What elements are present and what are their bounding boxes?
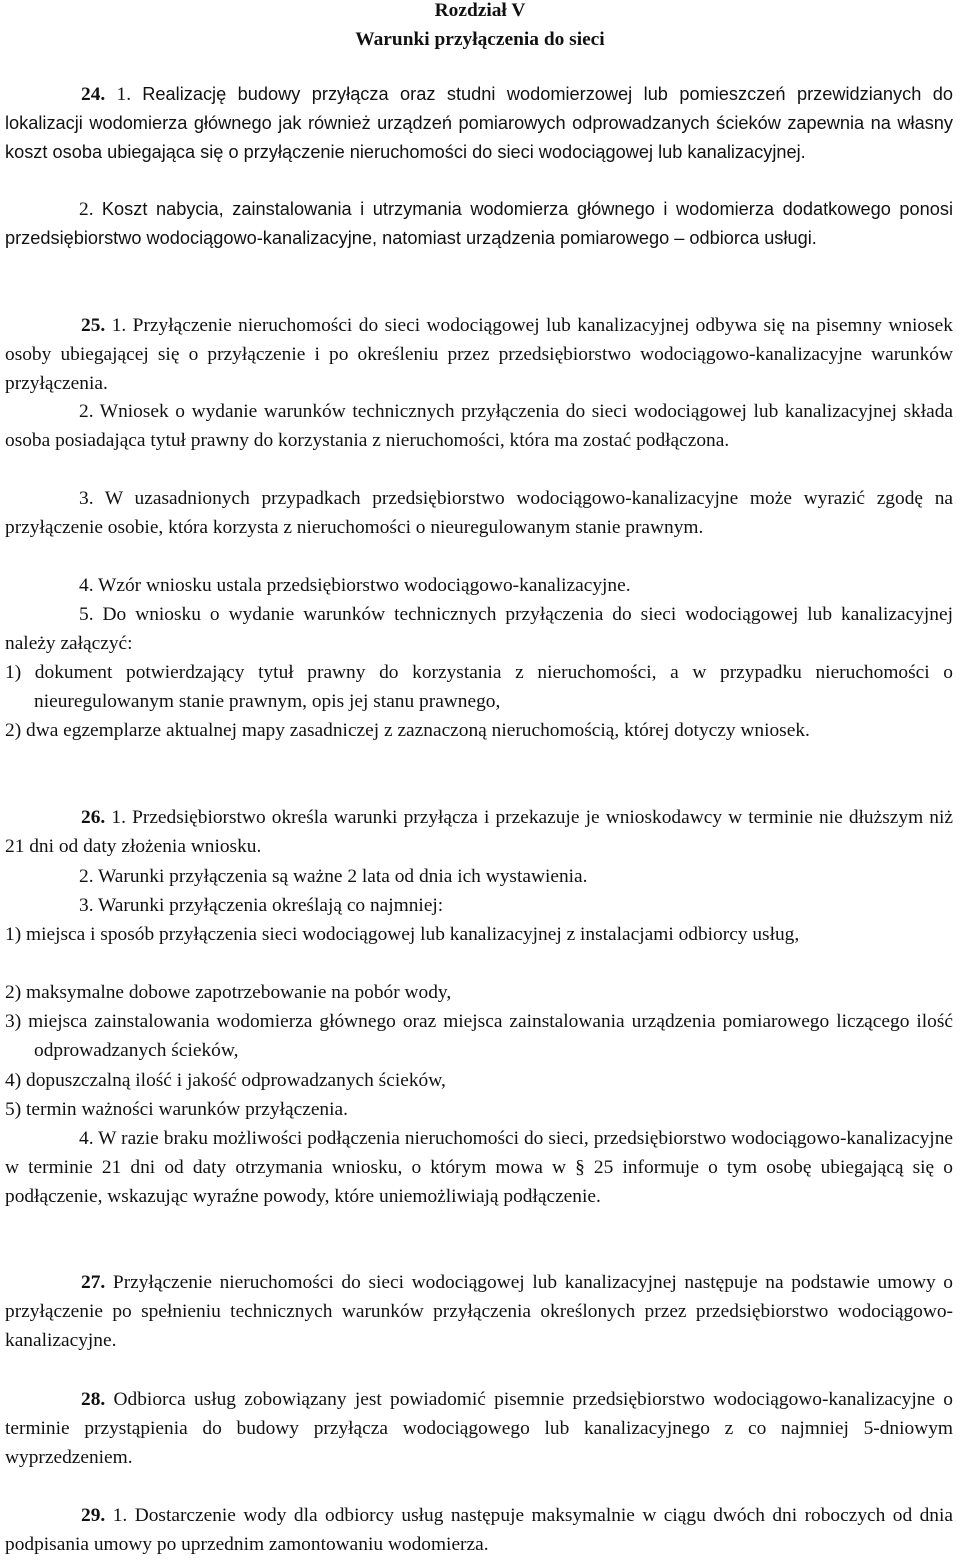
- section-26-paragraph-3: 3. Warunki przyłączenia określają co najmniej:: [79, 895, 444, 916]
- paragraph-number: 2.: [79, 199, 94, 220]
- section-25-paragraph-4: 4. Wzór wniosku ustala przedsiębiorstwo wodociągowo-kanalizacyjne.: [79, 575, 631, 596]
- section-29-paragraph-1: [5, 1501, 953, 1559]
- paragraph-text: Dostarczenie wody dla odbiorcy usług następuje maksymalnie w ciągu dwóch dni roboczych od dnia podpisania umowy po uprzednim zamontowaniu wodomierza.: [5, 1505, 953, 1555]
- section-26-list-item-4: 4) dopuszczalną ilość i jakość odprowadzanych ścieków,: [5, 1070, 446, 1091]
- section-27-number: 27.: [81, 1272, 106, 1293]
- section-28: [5, 1385, 953, 1472]
- section-26-list-item-1: 1) miejsca i sposób przyłączenia sieci wodociągowej lub kanalizacyjnej z instalacjami odbiorcy usług,: [5, 924, 800, 945]
- section-26-list-item-2: 2) maksymalne dobowe zapotrzebowanie na pobór wody,: [5, 982, 452, 1003]
- paragraph-number: 1.: [116, 84, 132, 105]
- section-26-number: 26.: [81, 807, 106, 828]
- section-26-paragraph-1: [5, 803, 953, 861]
- section-24-number: 24.: [81, 84, 106, 105]
- section-26-list-item-3: 3) miejsca zainstalowania wodomierza głównego oraz miejsca zainstalowania urządzenia pomiarowego liczącego ilość odprowadzanych ścieków,: [5, 1011, 953, 1061]
- paragraph-number: 1.: [111, 807, 126, 828]
- paragraph-text: Przedsiębiorstwo określa warunki przyłącza i przekazuje je wnioskodawcy w terminie nie dłuższym niż 21 dni od daty złożenia wniosku.: [5, 807, 953, 857]
- paragraph-text: Koszt nabycia, zainstalowania i utrzymania wodomierza głównego i wodomierza dodatkowego ponosi przedsiębiorstwo wodociągowo-kanalizacyjne, natomiast urządzenia pomiarowego – odbiorca usługi.: [5, 199, 953, 248]
- section-29-number: 29.: [81, 1505, 106, 1526]
- paragraph-text: Odbiorca usług zobowiązany jest powiadomić pisemnie przedsiębiorstwo wodociągowo-kanalizacyjne o terminie przystąpienia do budowy przyłącza wodociągowego lub kanalizacyjnego z co najmniej 5-dniowym wyprzedzeniem.: [5, 1389, 953, 1468]
- section-26-paragraph-2: 2. Warunki przyłączenia są ważne 2 lata od dnia ich wystawienia.: [79, 866, 588, 887]
- section-25-paragraph-1: [5, 311, 953, 398]
- section-27: [5, 1268, 953, 1355]
- paragraph-number: 1.: [112, 1505, 128, 1526]
- section-26-list-item-5: 5) termin ważności warunków przyłączenia.: [5, 1099, 348, 1120]
- section-25-paragraph-3: 3. W uzasadnionych przypadkach przedsiębiorstwo wodociągowo-kanalizacyjne może wyrazić zgodę na przyłączenie osobie, która korzysta z nieruchomości o nieuregulowanym stanie prawnym.: [5, 488, 953, 538]
- section-25-paragraph-2: 2. Wniosek o wydanie warunków technicznych przyłączenia do sieci wodociągowej lub kanalizacyjnej składa osoba posiadająca tytuł prawny do korzystania z nieruchomości, która ma zostać podłączona.: [5, 401, 953, 451]
- section-25-list-item-1: 1) dokument potwierdzający tytuł prawny do korzystania z nieruchomości, a w przypadku nieruchomości o nieuregulowanym stanie prawnym, opis jej stanu prawnego,: [5, 662, 953, 712]
- section-25-list-item-2: 2) dwa egzemplarze aktualnej mapy zasadniczej z zaznaczoną nieruchomością, której dotyczy wniosek.: [5, 720, 810, 741]
- section-26-paragraph-4: 4. W razie braku możliwości podłączenia nieruchomości do sieci, przedsiębiorstwo wodociągowo-kanalizacyjne w terminie 21 dni od daty otrzymania wniosku, o którym mowa w § 25 informuje o tym osobę ubiegającą się o podłączenie, wskazując wyraźne powody, które uniemożliwiają podłączenie.: [5, 1128, 953, 1207]
- paragraph-number: 1.: [111, 315, 127, 336]
- chapter-header: [0, 0, 960, 54]
- section-25-paragraph-5: 5. Do wniosku o wydanie warunków technicznych przyłączenia do sieci wodociągowej lub kanalizacyjnej należy załączyć:: [5, 604, 953, 654]
- paragraph-text: Przyłączenie nieruchomości do sieci wodociągowej lub kanalizacyjnej odbywa się na pisemny wniosek osoby ubiegającej się o przyłączenie i po określeniu przez przedsiębiorstwo wodociągowo-kanalizacyjne warunków przyłączenia.: [5, 315, 953, 394]
- section-24-paragraph-2: [5, 195, 953, 253]
- chapter-title: Warunki przyłączenia do sieci: [355, 29, 605, 50]
- section-28-number: 28.: [81, 1389, 106, 1410]
- paragraph-text: Realizację budowy przyłącza oraz studni wodomierzowej lub pomieszczeń przewidzianych do lokalizacji wodomierza głównego jak również urządzeń pomiarowych odprowadzanych ścieków zapewnia na własny koszt osoba ubiegająca się o przyłączenie nieruchomości do sieci wodociągowej lub kanalizacyjnej.: [5, 84, 953, 162]
- section-24-paragraph-1: [5, 80, 953, 167]
- paragraph-text: Przyłączenie nieruchomości do sieci wodociągowej lub kanalizacyjnej następuje na podstawie umowy o przyłączenie po spełnieniu technicznych warunków przyłączenia określonych przez przedsiębiorstwo wodociągowo-kanalizacyjne.: [5, 1272, 953, 1351]
- chapter-number: Rozdział V: [434, 0, 526, 21]
- section-25-number: 25.: [81, 315, 106, 336]
